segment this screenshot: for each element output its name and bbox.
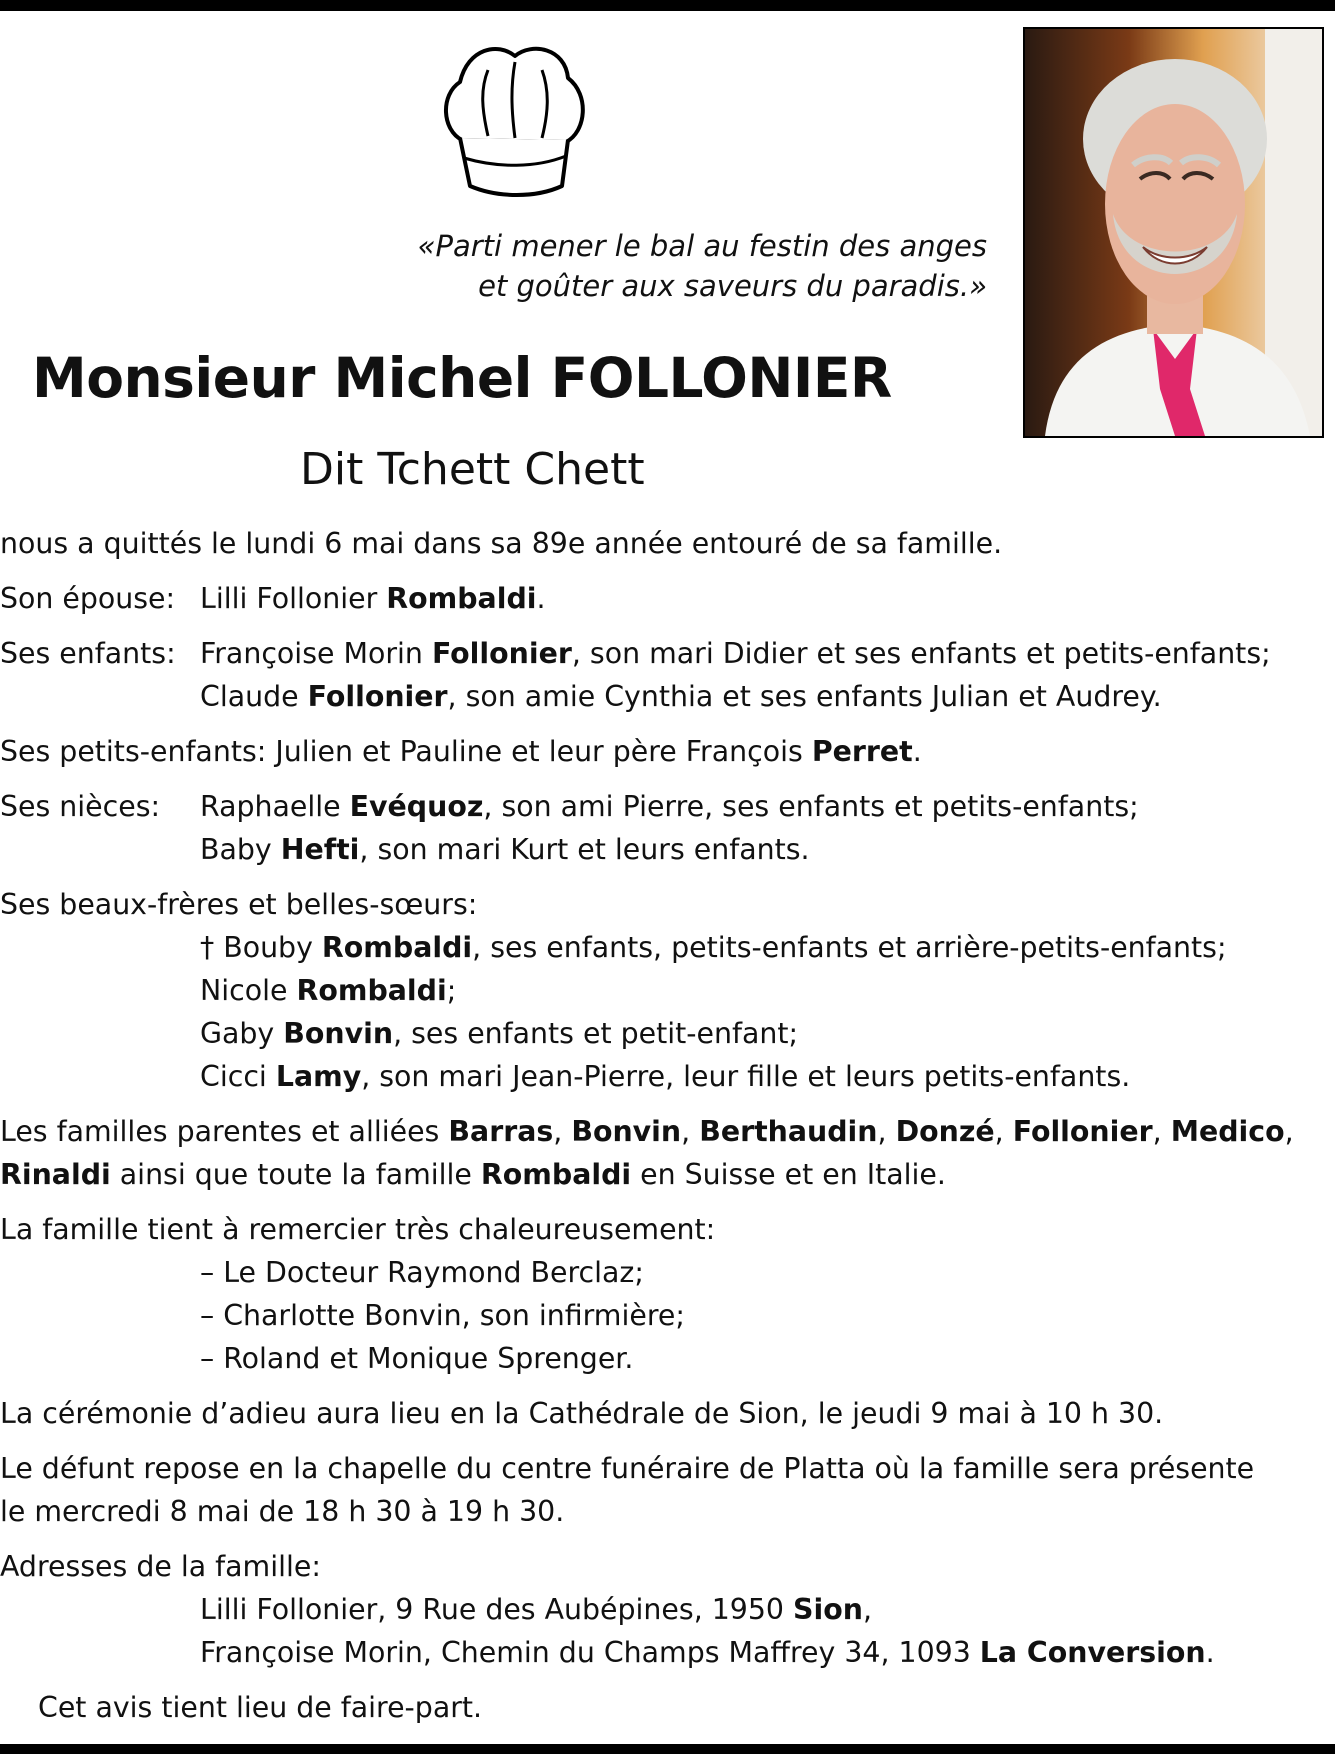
ceremony-text: La cérémonie d’adieu aura lieu en la Cathédrale de Sion, le jeudi 9 mai à 10 h 30. (0, 1397, 1164, 1430)
spouse-name: Lilli Follonier (200, 582, 378, 615)
thanks-label: La famille tient à remercier très chaleureusement: (0, 1213, 716, 1246)
inlaw-line: † Bouby Rombaldi, ses enfants, petits-enfants et arrière-petits-enfants; (200, 931, 1227, 964)
rest-section (0, 1447, 1335, 1533)
niece-line: Raphaelle Evéquoz, son ami Pierre, ses enfants et petits-enfants; (200, 790, 1139, 823)
child-line: Claude Follonier, son amie Cynthia et ses enfants Julian et Audrey. (200, 680, 1162, 713)
nieces-section (0, 785, 1335, 871)
quote-line: «Parti mener le bal au festin des anges (417, 229, 987, 263)
inlaws-section (0, 883, 1335, 1098)
addresses-section (0, 1545, 1335, 1674)
spouse-surname: Rombaldi (386, 582, 537, 615)
portrait-illustration (1025, 29, 1322, 436)
children-label: Ses enfants: (0, 637, 176, 670)
rest-line: le mercredi 8 mai de 18 h 30 à 19 h 30. (0, 1495, 565, 1528)
quote-line: et goûter aux saveurs du paradis.» (478, 269, 987, 303)
families-line: Les familles parentes et alliées Barras, Bonvin, Berthaudin, Donzé, Follonier, Medico, (0, 1115, 1294, 1148)
children-section (0, 632, 1335, 718)
inlaws-label: Ses beaux-frères et belles-sœurs: (0, 888, 478, 921)
address-line: Lilli Follonier, 9 Rue des Aubépines, 1950 Sion, (200, 1593, 872, 1626)
inlaw-line: Gaby Bonvin, ses enfants et petit-enfant; (200, 1017, 799, 1050)
thanks-item: – Roland et Monique Sprenger. (200, 1342, 634, 1375)
deceased-name: Monsieur Michel FOLLONIER (32, 346, 892, 410)
chef-hat-icon (440, 40, 590, 200)
address-line: Françoise Morin, Chemin du Champs Maffrey 34, 1093 La Conversion. (200, 1636, 1215, 1669)
epitaph-quote (418, 226, 987, 306)
addresses-label: Adresses de la famille: (0, 1550, 321, 1583)
bottom-rule (0, 1744, 1335, 1754)
deceased-nickname: Dit Tchett Chett (300, 444, 645, 495)
inlaw-line: Cicci Lamy, son mari Jean-Pierre, leur fille et leurs petits-enfants. (200, 1060, 1131, 1093)
families-line: Rinaldi ainsi que toute la famille Rombaldi en Suisse et en Italie. (0, 1158, 946, 1191)
inlaw-line: Nicole Rombaldi; (200, 974, 457, 1007)
top-rule (0, 0, 1335, 11)
nieces-label: Ses nièces: (0, 790, 161, 823)
spouse-line: Son épouse: Lilli Follonier Rombaldi. (0, 577, 1335, 620)
thanks-section (0, 1208, 1335, 1380)
thanks-item: – Le Docteur Raymond Berclaz; (200, 1256, 644, 1289)
families-section (0, 1110, 1335, 1196)
child-line: Françoise Morin Follonier, son mari Didier et ses enfants et petits-enfants; (200, 637, 1271, 670)
grandchildren-line: Ses petits-enfants: Julien et Pauline et leur père François Perret. (0, 735, 922, 768)
thanks-item: – Charlotte Bonvin, son infirmière; (200, 1299, 685, 1332)
closing-text: Cet avis tient lieu de faire-part. (38, 1691, 483, 1724)
spouse-label: Son épouse: (0, 582, 176, 615)
rest-line: Le défunt repose en la chapelle du centre funéraire de Platta où la famille sera présente (0, 1452, 1255, 1485)
notice-body (0, 522, 1335, 1729)
portrait-photo (1023, 27, 1324, 438)
niece-line: Baby Hefti, son mari Kurt et leurs enfants. (200, 833, 810, 866)
intro-text: nous a quittés le lundi 6 mai dans sa 89e année entouré de sa famille. (0, 527, 1003, 560)
